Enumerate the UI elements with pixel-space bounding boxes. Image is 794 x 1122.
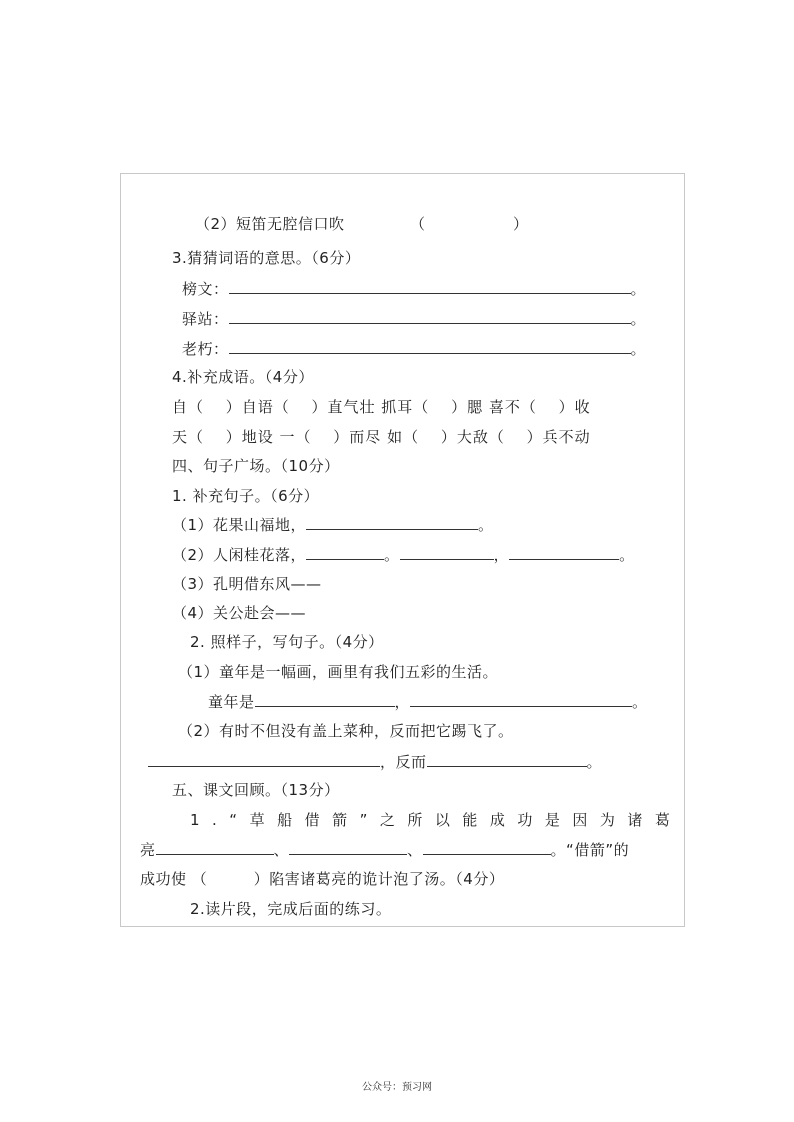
- answer-blank[interactable]: [423, 840, 551, 855]
- fill-line: [182, 309, 646, 329]
- question-line: 成功使 （ ）陷害诸葛亮的诡计泡了汤。（4分）: [140, 870, 505, 888]
- punctuation: 。: [478, 516, 494, 534]
- answer-blank[interactable]: [306, 545, 384, 560]
- fill-line: [172, 515, 494, 535]
- question-line: 2.读片段，完成后面的练习。: [190, 900, 392, 918]
- question-text: 童年是: [208, 693, 255, 711]
- punctuation: ，: [493, 546, 510, 564]
- punctuation: 。: [630, 340, 647, 358]
- sub-heading: 1. 补充句子。（6分）: [172, 487, 320, 505]
- answer-blank[interactable]: [255, 692, 395, 707]
- punctuation: ，: [394, 693, 411, 711]
- punctuation: ，反而: [380, 753, 427, 771]
- question-line: （4）关公赴会——: [172, 604, 307, 622]
- punctuation: 。: [630, 280, 647, 298]
- example-sentence: （1）童年是一幅画，画里有我们五彩的生活。: [178, 663, 499, 681]
- question-text: 亮: [140, 841, 156, 859]
- answer-blank[interactable]: [229, 339, 631, 354]
- answer-blank[interactable]: [410, 692, 632, 707]
- sub-heading: 2. 照样子，写句子。（4分）: [190, 633, 384, 651]
- question-line: （3）孔明借东风——: [172, 575, 322, 593]
- answer-blank[interactable]: [148, 752, 380, 767]
- question-text: （1）花果山福地，: [172, 516, 307, 534]
- answer-bracket-open: （: [410, 215, 426, 233]
- fill-line: [148, 752, 602, 772]
- example-sentence: （2）有时不但没有盖上菜种，反而把它踢飞了。: [178, 722, 514, 740]
- punctuation: 。: [630, 310, 647, 328]
- term-label: 榜文：: [182, 280, 229, 298]
- answer-blank[interactable]: [306, 515, 478, 530]
- fill-line: [140, 840, 629, 860]
- punctuation: 。: [586, 753, 603, 771]
- fill-line: [182, 279, 646, 299]
- answer-blank[interactable]: [289, 840, 407, 855]
- idiom-row: 自（ ）自语（ ）直气壮 抓耳（ ）腮 喜不（ ）收: [172, 398, 591, 416]
- section-heading: 4.补充成语。（4分）: [172, 368, 314, 386]
- footer-text: 公众号：预习网: [362, 1082, 432, 1093]
- fill-line: [182, 339, 646, 359]
- answer-bracket-close: ）: [513, 215, 529, 233]
- punctuation: 、: [407, 841, 423, 859]
- answer-blank[interactable]: [509, 545, 619, 560]
- punctuation: 。: [619, 546, 635, 564]
- question-text: （2）人闲桂花落，: [172, 546, 307, 564]
- answer-blank[interactable]: [400, 545, 494, 560]
- punctuation: 、: [273, 841, 290, 859]
- question-text: （2）短笛无腔信口吹: [195, 215, 345, 233]
- punctuation: 。: [384, 546, 400, 564]
- section-heading: 3.猜猜词语的意思。（6分）: [172, 249, 361, 267]
- fill-line: [172, 545, 635, 565]
- answer-blank[interactable]: [156, 840, 274, 855]
- section-heading: 四、句子广场。（10分）: [172, 457, 340, 475]
- answer-blank[interactable]: [229, 309, 631, 324]
- section-heading: 五、课文回顾。（13分）: [172, 781, 340, 799]
- term-label: 老朽：: [182, 340, 229, 358]
- answer-blank[interactable]: [229, 279, 631, 294]
- idiom-row: 天（ ）地设 一（ ）而尽 如（ ）大敌（ ）兵不动: [172, 428, 591, 446]
- question-line: [195, 214, 345, 234]
- fill-line: [208, 692, 648, 712]
- question-line: 1.“草船借箭”之所以能成功是因为诸葛: [190, 811, 683, 829]
- term-label: 驿站：: [182, 310, 229, 328]
- punctuation: 。: [632, 693, 648, 711]
- punctuation: 。“借箭”的: [550, 841, 630, 859]
- answer-blank[interactable]: [427, 752, 587, 767]
